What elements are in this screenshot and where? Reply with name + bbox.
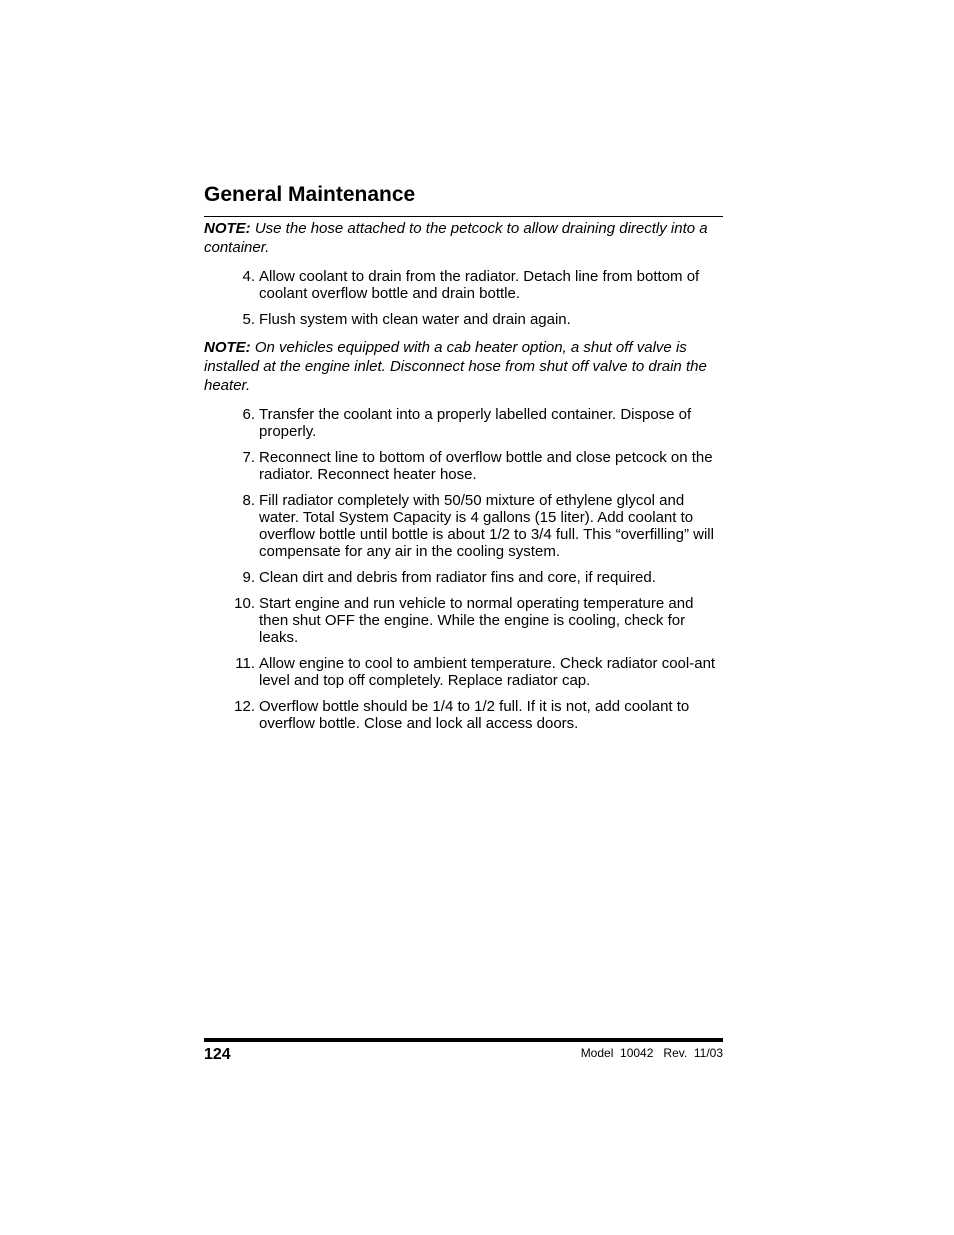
list-item xyxy=(204,406,723,440)
step-number: 12. xyxy=(234,698,255,715)
step-number: 4. xyxy=(242,268,255,285)
list-item xyxy=(204,655,723,689)
note-drain-hose xyxy=(204,219,723,257)
step-text: Flush system with clean water and drain again. xyxy=(259,311,571,328)
note-text: On vehicles equipped with a cab heater option, a shut off valve is installed at the engine inlet. Disconnect hose from shut off valve to drain the heater. xyxy=(204,339,707,394)
step-number: 8. xyxy=(242,492,255,509)
list-item xyxy=(204,311,723,328)
model-revision: Model 10042 Rev. 11/03 xyxy=(580,1046,723,1060)
footer-divider xyxy=(204,1038,723,1042)
step-text: Clean dirt and debris from radiator fins and core, if required. xyxy=(259,569,656,586)
step-text: Allow engine to cool to ambient temperature. Check radiator cool-ant level and top off completely. Replace radiator cap. xyxy=(259,655,716,689)
section-title: General Maintenance xyxy=(204,183,416,206)
step-number: 6. xyxy=(242,406,255,423)
list-item xyxy=(204,268,723,302)
note-cab-heater xyxy=(204,338,723,395)
note-label: NOTE: xyxy=(204,339,251,356)
steps-list-a xyxy=(204,268,723,328)
step-number: 9. xyxy=(242,569,255,586)
step-number: 7. xyxy=(242,449,255,466)
step-text: Allow coolant to drain from the radiator. Detach line from bottom of coolant overflow bottle and drain bottle. xyxy=(259,268,700,302)
page-content xyxy=(204,219,723,732)
step-text: Start engine and run vehicle to normal operating temperature and then shut OFF the engine. While the engine is cooling, check for leaks. xyxy=(259,595,694,646)
step-text: Overflow bottle should be 1/4 to 1/2 full. If it is not, add coolant to overflow bottle. Close and lock all access doors. xyxy=(259,698,690,732)
note-text: Use the hose attached to the petcock to allow draining directly into a container. xyxy=(204,220,708,256)
step-text: Transfer the coolant into a properly labelled container. Dispose of properly. xyxy=(259,406,692,440)
note-label: NOTE: xyxy=(204,220,251,237)
step-text: Fill radiator completely with 50/50 mixture of ethylene glycol and water. Total System Capacity is 4 gallons (15 liter). Add coolant to overflow bottle until bottle is about 1/2 to 3/4 full. This “overfilling” will compensate for any air in the cooling system. xyxy=(259,492,714,560)
step-text: Reconnect line to bottom of overflow bottle and close petcock on the radiator. Reconnect heater hose. xyxy=(259,449,713,483)
title-divider xyxy=(204,216,723,217)
step-number: 5. xyxy=(242,311,255,328)
page-number: 124 xyxy=(204,1046,231,1063)
step-number: 10. xyxy=(234,595,255,612)
list-item xyxy=(204,492,723,560)
step-number: 11. xyxy=(235,655,255,672)
list-item xyxy=(204,569,723,586)
list-item xyxy=(204,449,723,483)
list-item xyxy=(204,595,723,646)
steps-list-b xyxy=(204,406,723,732)
list-item xyxy=(204,698,723,732)
